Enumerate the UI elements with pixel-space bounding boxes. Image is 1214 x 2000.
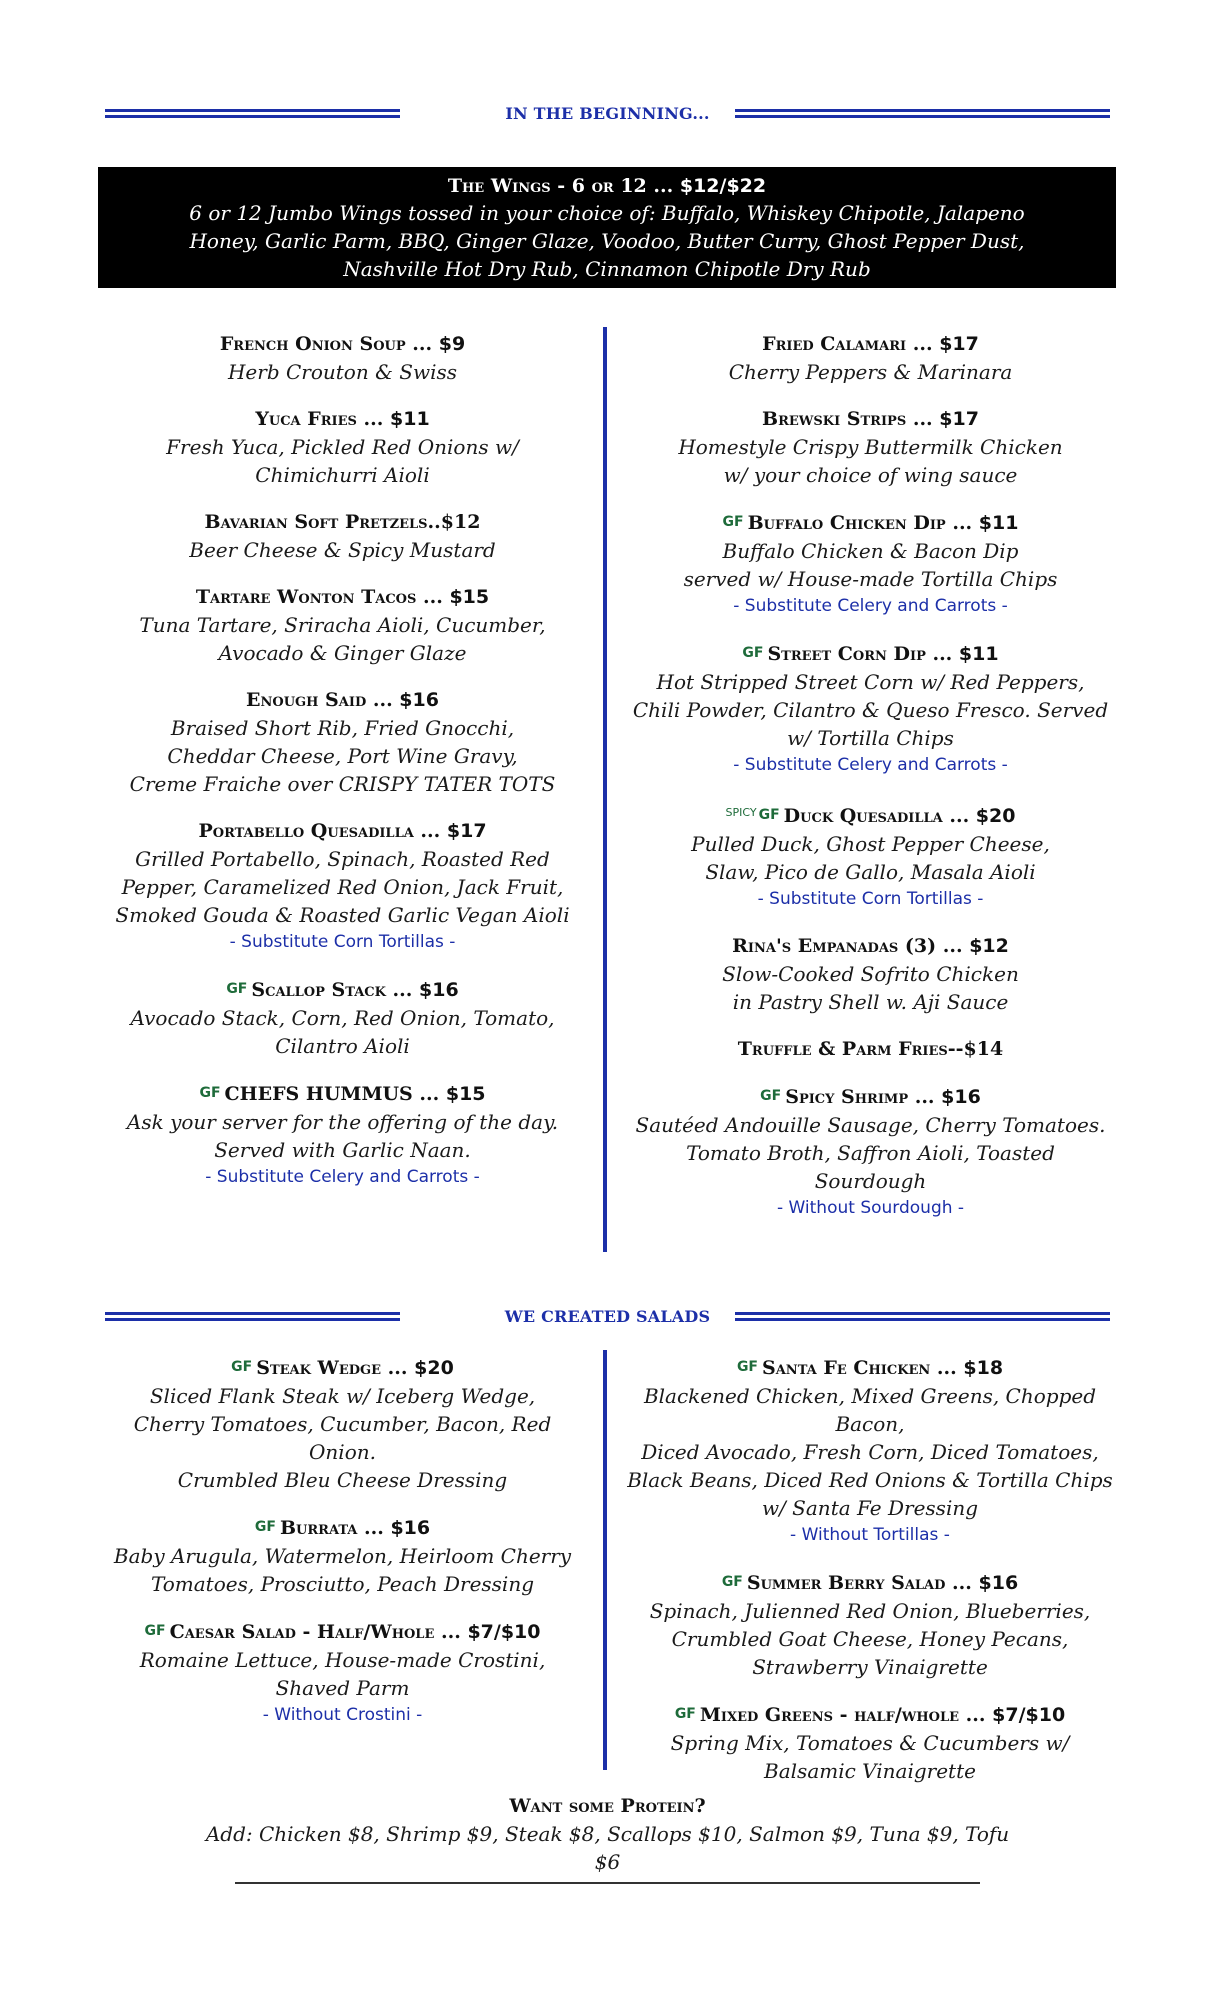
protein-addon <box>200 1793 1015 1884</box>
appetizers-right-column <box>628 331 1113 1242</box>
item-description: Ask your server for the offering of the day. <box>126 1110 559 1134</box>
item-description: Braised Short Rib, Fried Gnocchi, <box>170 716 515 740</box>
item-description: w/ Tortilla Chips <box>787 726 954 750</box>
menu-item <box>615 1569 1125 1681</box>
item-substitution: - Substitute Celery and Carrots - <box>733 596 1008 616</box>
wings-price: $12/$22 <box>679 175 767 197</box>
gluten-free-badge: GF <box>254 1519 276 1535</box>
item-substitution: - Without Tortillas - <box>790 1525 950 1545</box>
item-name <box>105 818 580 845</box>
item-description: Buffalo Chicken & Bacon Dip <box>722 539 1019 563</box>
column-divider <box>603 327 607 1252</box>
item-name <box>105 1354 580 1382</box>
menu-item <box>105 509 580 564</box>
item-name <box>628 1083 1113 1111</box>
item-description: Baby Arugula, Watermelon, Heirloom Cherry <box>113 1544 572 1568</box>
item-name <box>628 640 1113 668</box>
menu-item <box>105 818 580 956</box>
item-description: Spring Mix, Tomatoes & Cucumbers w/ <box>670 1731 1070 1755</box>
item-substitution: - Without Sourdough - <box>776 1198 965 1218</box>
item-title: Burrata ... <box>279 1517 391 1539</box>
item-description: Cherry Tomatoes, Cucumber, Bacon, Red Onion. <box>133 1412 552 1464</box>
section-title: WE CREATED SALADS <box>504 1307 711 1326</box>
item-price: $17 <box>939 333 979 355</box>
item-description: Crumbled Bleu Cheese Dressing <box>177 1468 508 1492</box>
item-description: Cherry Peppers & Marinara <box>728 360 1013 384</box>
item-name <box>105 509 580 536</box>
item-description: Served with Garlic Naan. <box>214 1138 471 1162</box>
item-description: Pepper, Caramelized Red Onion, Jack Fruit, <box>121 875 564 899</box>
column-divider <box>603 1350 607 1770</box>
gluten-free-badge: GF <box>144 1623 166 1639</box>
item-title: Buffalo Chicken Dip ... <box>747 512 979 534</box>
menu-item <box>628 1083 1113 1222</box>
item-title: Fried Calamari ... <box>762 333 940 355</box>
menu-item <box>628 331 1113 386</box>
item-name <box>105 1514 580 1542</box>
menu-item <box>105 976 580 1060</box>
item-name <box>628 799 1113 830</box>
item-price: $15 <box>445 1083 486 1105</box>
item-title: Tartare Wonton Tacos ... <box>195 586 450 608</box>
item-description: Hot Stripped Street Corn w/ Red Peppers, <box>656 670 1085 694</box>
item-substitution: - Substitute Celery and Carrots - <box>205 1167 480 1187</box>
gluten-free-badge: GF <box>231 1359 253 1375</box>
item-description: Sautéed Andouille Sausage, Cherry Tomatoes. <box>635 1113 1106 1137</box>
item-substitution: - Substitute Corn Tortillas - <box>757 889 984 909</box>
item-description: Spinach, Julienned Red Onion, Blueberries, <box>649 1599 1091 1623</box>
gluten-free-badge: GF <box>226 981 248 997</box>
item-name <box>105 406 580 433</box>
item-price: $20 <box>414 1357 454 1379</box>
item-description: Pulled Duck, Ghost Pepper Cheese, <box>691 832 1050 856</box>
menu-item <box>628 640 1113 779</box>
item-description: Cheddar Cheese, Port Wine Gravy, <box>167 744 518 768</box>
item-description: w/ your choice of wing sauce <box>723 463 1018 487</box>
item-description: Slow-Cooked Sofrito Chicken <box>722 962 1019 986</box>
item-price: $7/$10 <box>467 1621 541 1643</box>
item-title: Duck Quesadilla ... <box>783 805 976 827</box>
item-title: French Onion Soup ... <box>219 333 439 355</box>
item-price: $15 <box>449 586 490 608</box>
section-divider-salads <box>105 1307 1110 1327</box>
item-title: Yuca Fries ... <box>255 408 391 430</box>
item-title: Spicy Shrimp ... <box>785 1086 942 1108</box>
item-title: Summer Berry Salad ... <box>746 1572 979 1594</box>
salads-right-column <box>615 1354 1125 1805</box>
item-title: Mixed Greens - half/whole ... <box>699 1704 993 1726</box>
item-substitution: - Substitute Corn Tortillas - <box>229 932 456 952</box>
menu-item <box>628 406 1113 489</box>
salads-left-column <box>105 1354 580 1749</box>
item-price: $11 <box>978 512 1019 534</box>
menu-item <box>105 1080 580 1191</box>
menu-item <box>105 1618 580 1729</box>
menu-item <box>105 1514 580 1598</box>
item-name <box>615 1569 1125 1597</box>
menu-item <box>105 584 580 667</box>
menu-item <box>105 1354 580 1494</box>
item-description: Fresh Yuca, Pickled Red Onions w/ <box>166 435 519 459</box>
menu-item <box>105 331 580 386</box>
wings-description: 6 or 12 Jumbo Wings tossed in your choice of: Buffalo, Whiskey Chipotle, Jalapeno Honey, Garlic Parm, BBQ, Ginger Glaze, Voodoo, Butter Curry, Ghost Pepper Dust, Nashville Hot Dry Rub, Cinnamon Chipotle Dry Rub <box>189 201 1025 281</box>
item-price: $17 <box>939 408 979 430</box>
item-title: Street Corn Dip ... <box>767 643 959 665</box>
item-description: Sliced Flank Steak w/ Iceberg Wedge, <box>149 1384 536 1408</box>
item-title: Brewski Strips ... <box>762 408 940 430</box>
protein-description: Add: Chicken $8, Shrimp $9, Steak $8, Scallops $10, Salmon $9, Tuna $9, Tofu $6 <box>205 1822 1010 1874</box>
item-price: $20 <box>975 805 1016 827</box>
item-description: Chili Powder, Cilantro & Queso Fresco. Served <box>632 698 1109 722</box>
item-title: Caesar Salad - Half/Whole ... <box>169 1621 468 1643</box>
item-title: Steak Wedge ... <box>256 1357 415 1379</box>
gluten-free-badge: GF <box>760 1088 782 1104</box>
item-description: Cilantro Aioli <box>275 1034 410 1058</box>
item-price: $16 <box>419 979 459 1001</box>
item-name <box>615 1354 1125 1382</box>
menu-item <box>628 799 1113 913</box>
item-description: served w/ House-made Tortilla Chips <box>683 567 1058 591</box>
gluten-free-badge: GF <box>742 645 764 661</box>
item-description: Tuna Tartare, Sriracha Aioli, Cucumber, <box>139 613 546 637</box>
item-title: Scallop Stack ... <box>251 979 420 1001</box>
menu-item <box>105 687 580 798</box>
item-description: Blackened Chicken, Mixed Greens, Chopped Bacon, <box>643 1384 1097 1436</box>
item-title: CHEFS HUMMUS ... <box>224 1083 446 1105</box>
gluten-free-badge: GF <box>721 1574 743 1590</box>
item-title: Rina's Empanadas (3) ... <box>732 935 970 957</box>
item-description: Sourdough <box>814 1169 927 1193</box>
item-description: Strawberry Vinaigrette <box>752 1655 988 1679</box>
section-divider-beginning <box>105 104 1110 124</box>
item-title: Portabello Quesadilla ... <box>198 820 447 842</box>
item-description: Creme Fraiche over CRISPY TATER TOTS <box>129 772 556 796</box>
item-title: Bavarian Soft Pretzels..$12 <box>204 511 481 533</box>
item-price: $9 <box>438 333 466 355</box>
item-name <box>105 1618 580 1646</box>
spicy-badge: SPICY <box>725 806 757 819</box>
item-name <box>628 406 1113 433</box>
item-description: Diced Avocado, Fresh Corn, Diced Tomatoes, <box>641 1440 1099 1464</box>
item-substitution: - Without Crostini - <box>262 1705 423 1725</box>
item-description: in Pastry Shell w. Aji Sauce <box>732 990 1009 1014</box>
item-price: $12 <box>969 935 1009 957</box>
item-description: w/ Santa Fe Dressing <box>761 1496 979 1520</box>
menu-item <box>628 509 1113 620</box>
protein-title: Want some Protein? <box>509 1795 706 1817</box>
item-name <box>105 331 580 358</box>
item-title: Enough Said ... <box>246 689 400 711</box>
item-description: Avocado Stack, Corn, Red Onion, Tomato, <box>130 1006 555 1030</box>
item-price: $16 <box>399 689 439 711</box>
item-price: $16 <box>941 1086 981 1108</box>
item-name <box>105 976 580 1004</box>
item-name <box>628 331 1113 358</box>
item-title: Santa Fe Chicken ... <box>762 1357 964 1379</box>
menu-item <box>628 933 1113 1016</box>
item-name <box>615 1701 1125 1729</box>
double-rule <box>735 109 1110 118</box>
gluten-free-badge: GF <box>722 514 744 530</box>
gluten-free-badge: GF <box>736 1359 758 1375</box>
item-price: $7/$10 <box>992 1704 1066 1726</box>
gluten-free-badge: GF <box>199 1085 221 1101</box>
menu-item <box>628 1036 1113 1063</box>
menu-item <box>105 406 580 489</box>
item-description: Herb Crouton & Swiss <box>227 360 457 384</box>
item-description: Tomato Broth, Saffron Aioli, Toasted <box>686 1141 1055 1165</box>
item-description: Beer Cheese & Spicy Mustard <box>189 538 496 562</box>
item-price: $16 <box>978 1572 1019 1594</box>
item-description: Smoked Gouda & Roasted Garlic Vegan Aioli <box>115 903 570 927</box>
item-price: $18 <box>963 1357 1004 1379</box>
item-description: Grilled Portabello, Spinach, Roasted Red <box>135 847 550 871</box>
item-description: Shaved Parm <box>275 1676 410 1700</box>
section-title: IN THE BEGINNING... <box>505 104 710 123</box>
item-description: Homestyle Crispy Buttermilk Chicken <box>678 435 1063 459</box>
gluten-free-badge: GF <box>758 807 780 823</box>
item-description: Crumbled Goat Cheese, Honey Pecans, <box>671 1627 1069 1651</box>
item-name <box>105 1080 580 1108</box>
item-description: Balsamic Vinaigrette <box>764 1759 976 1783</box>
item-description: Chimichurri Aioli <box>255 463 430 487</box>
item-name <box>628 509 1113 537</box>
underline-rule <box>235 1882 980 1884</box>
gluten-free-badge: GF <box>674 1706 696 1722</box>
wings-banner <box>98 167 1116 288</box>
item-name <box>628 933 1113 960</box>
item-price: $17 <box>446 820 487 842</box>
item-substitution: - Substitute Celery and Carrots - <box>733 755 1008 775</box>
item-description: Tomatoes, Prosciutto, Peach Dressing <box>150 1572 535 1596</box>
item-name <box>628 1036 1113 1063</box>
item-description: Slaw, Pico de Gallo, Masala Aioli <box>705 860 1036 884</box>
item-price: $16 <box>390 1517 431 1539</box>
menu-item <box>615 1354 1125 1549</box>
appetizers-left-column <box>105 331 580 1211</box>
item-name <box>105 584 580 611</box>
double-rule <box>735 1312 1110 1321</box>
menu-item <box>615 1701 1125 1785</box>
item-price: $11 <box>390 408 430 430</box>
item-description: Avocado & Ginger Glaze <box>218 641 467 665</box>
item-name <box>105 687 580 714</box>
item-description: Black Beans, Diced Red Onions & Tortilla Chips <box>627 1468 1113 1492</box>
item-price: $11 <box>958 643 999 665</box>
wings-name: The Wings - 6 or 12 ... $12/$22 <box>447 175 767 197</box>
item-description: Romaine Lettuce, House-made Crostini, <box>139 1648 546 1672</box>
item-title: Truffle & Parm Fries--$14 <box>737 1038 1004 1060</box>
